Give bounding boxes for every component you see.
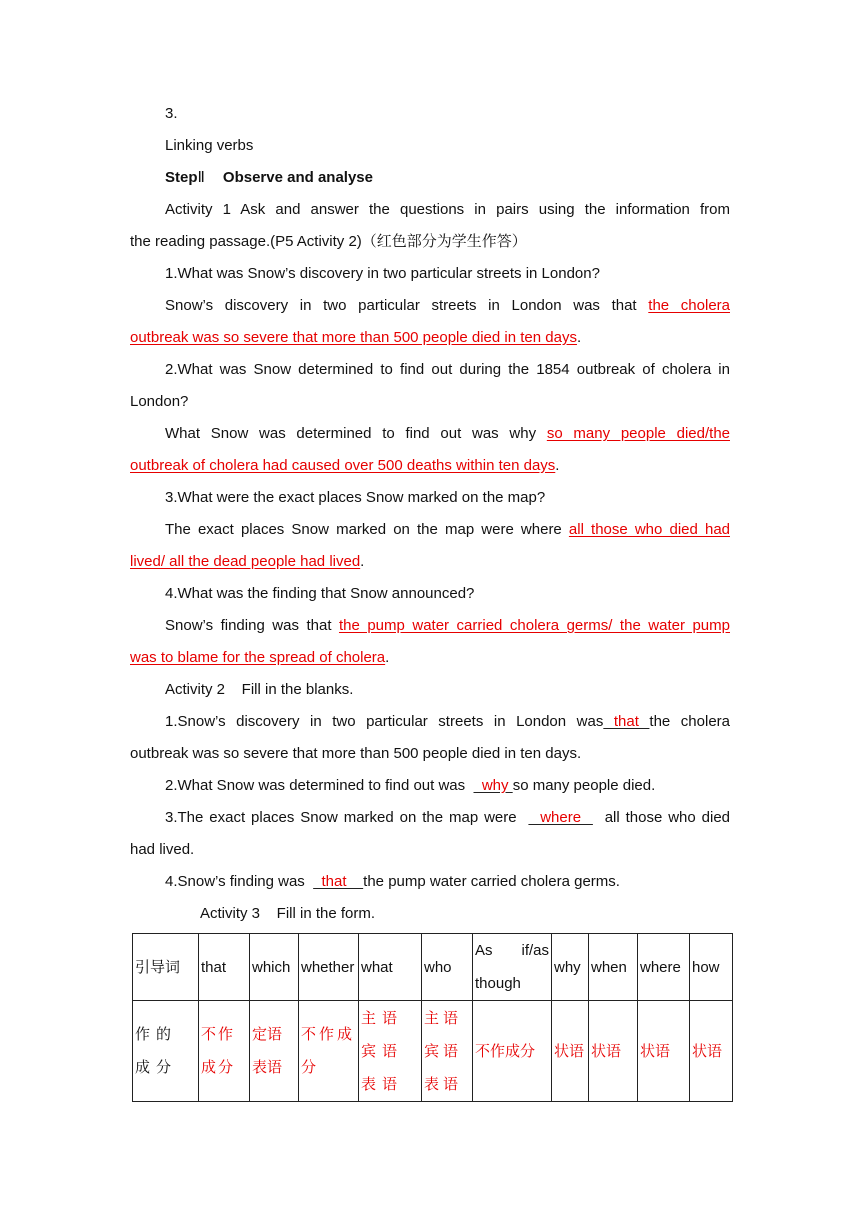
answer-4-red: the pump water carried cholera germs/ the water pump xyxy=(338,617,730,634)
period: . xyxy=(360,553,365,570)
question-2-line-1: 2.What was Snow determined to find out during the 1854 outbreak of cholera in xyxy=(165,361,730,378)
answer-4-stem: Snow’s finding was that xyxy=(165,617,339,634)
period: . xyxy=(576,329,582,346)
fill-3-line-2: had lived. xyxy=(130,841,195,858)
table-row-label: 作的成分 xyxy=(133,1001,199,1102)
table-cell: 不作成分 xyxy=(199,1001,250,1102)
activity1-text: Ask and answer the questions in pairs using the information from xyxy=(240,201,730,218)
as-if-label: As if/as though xyxy=(475,942,549,992)
fill-4 xyxy=(165,866,620,898)
answer-2-red-cont: outbreak of cholera had caused over 500 deaths within ten days xyxy=(130,457,556,474)
fill-1-line-2: outbreak was so severe that more than 500 people died in ten days. xyxy=(130,745,582,762)
answer-1-red-cont: outbreak was so severe that more than 500 people died in ten days xyxy=(130,329,577,346)
answer-1-stem: Snow’s discovery in two particular streets in London was that xyxy=(165,297,649,314)
table-header-cell: when xyxy=(589,934,638,1001)
answer-2-red: so many people died/the xyxy=(546,425,730,442)
question-3: 3.What were the exact places Snow marked on the map? xyxy=(165,489,546,506)
activity2-title: Activity 2 Fill in the blanks. xyxy=(165,681,354,698)
answer-3-line-2 xyxy=(130,546,364,578)
fill-1-stem: 1.Snow’s discovery in two particular streets in London was xyxy=(165,713,604,730)
period: . xyxy=(555,457,560,474)
table-header-cell: that xyxy=(199,934,250,1001)
fill-2-blank: why xyxy=(473,777,513,794)
table-cell: 定语表语 xyxy=(250,1001,299,1102)
step-heading xyxy=(165,162,373,194)
table-cell: 状语 xyxy=(638,1001,690,1102)
fill-2-rest: so many people died. xyxy=(512,777,656,794)
answer-1-red: the cholera xyxy=(648,297,730,314)
step-title: Observe and analyse xyxy=(222,169,373,186)
step-number: Ⅱ xyxy=(197,169,205,186)
item-number: 3. xyxy=(165,105,178,122)
fill-1-blank: that xyxy=(603,713,650,730)
table-header-cell: 引导词 xyxy=(133,934,199,1001)
fill-3-line-1 xyxy=(165,802,730,834)
activity1-text-2: the reading passage.(P5 Activity 2)（红色部分为学生作答） xyxy=(130,233,527,250)
table-header-cell: where xyxy=(638,934,690,1001)
table-cell: 状语 xyxy=(589,1001,638,1102)
activity3-title: Activity 3 Fill in the form. xyxy=(200,905,376,922)
answer-2-line-2 xyxy=(130,450,559,482)
fill-1-rest: the cholera xyxy=(649,713,731,730)
table-cell: 主语宾语表语 xyxy=(422,1001,473,1102)
table-cell: 状语 xyxy=(552,1001,589,1102)
fill-4-stem: 4.Snow’s finding was xyxy=(165,873,314,890)
answer-3-line-1 xyxy=(165,514,730,546)
activity1-line xyxy=(165,194,730,226)
fill-1-line-1 xyxy=(165,706,730,738)
table-header-cell: how xyxy=(690,934,733,1001)
table-header-cell: what xyxy=(359,934,422,1001)
fill-3-stem: 3.The exact places Snow marked on the map were xyxy=(165,809,529,826)
answer-4-line-1 xyxy=(165,610,730,642)
question-4: 4.What was the finding that Snow announced? xyxy=(165,585,475,602)
fill-2 xyxy=(165,770,655,802)
fill-3-blank: where xyxy=(528,809,593,826)
period: . xyxy=(385,649,390,666)
table-header-cell: whether xyxy=(299,934,359,1001)
step-label: Step xyxy=(165,169,198,186)
table-cell: 状语 xyxy=(690,1001,733,1102)
table-header-cell: who xyxy=(422,934,473,1001)
table-row xyxy=(133,1001,733,1102)
connective-table xyxy=(132,933,733,1102)
fill-4-rest: the pump water carried cholera germs. xyxy=(363,873,620,890)
question-2-line-2: London? xyxy=(130,393,189,410)
fill-4-blank: that xyxy=(313,873,364,890)
table-header-cell: why xyxy=(552,934,589,1001)
answer-1-line-1 xyxy=(165,290,730,322)
fill-2-stem: 2.What Snow was determined to find out was xyxy=(165,777,474,794)
answer-2-stem: What Snow was determined to find out was why xyxy=(165,425,547,442)
answer-3-red: all those who died had xyxy=(568,521,730,538)
table-cell: 主语宾语表语 xyxy=(359,1001,422,1102)
table-header-cell: which xyxy=(250,934,299,1001)
answer-2-line-1 xyxy=(165,418,730,450)
answer-4-line-2 xyxy=(130,642,389,674)
fill-3-rest: all those who died xyxy=(592,809,730,826)
answer-4-red-cont: was to blame for the spread of cholera xyxy=(130,649,386,666)
answer-3-stem: The exact places Snow marked on the map were where xyxy=(165,521,569,538)
table-header-row xyxy=(133,934,733,1001)
table-header-cell xyxy=(473,934,552,1001)
table-cell: 不作成分 xyxy=(473,1001,552,1102)
answer-3-red-cont: lived/ all the dead people had lived xyxy=(130,553,361,570)
section-label: Linking verbs xyxy=(165,137,254,154)
question-1: 1.What was Snow’s discovery in two particular streets in London? xyxy=(165,265,600,282)
activity1-title: Activity 1 xyxy=(165,201,231,218)
answer-1-line-2 xyxy=(130,322,581,354)
table-cell: 不作成分 xyxy=(299,1001,359,1102)
